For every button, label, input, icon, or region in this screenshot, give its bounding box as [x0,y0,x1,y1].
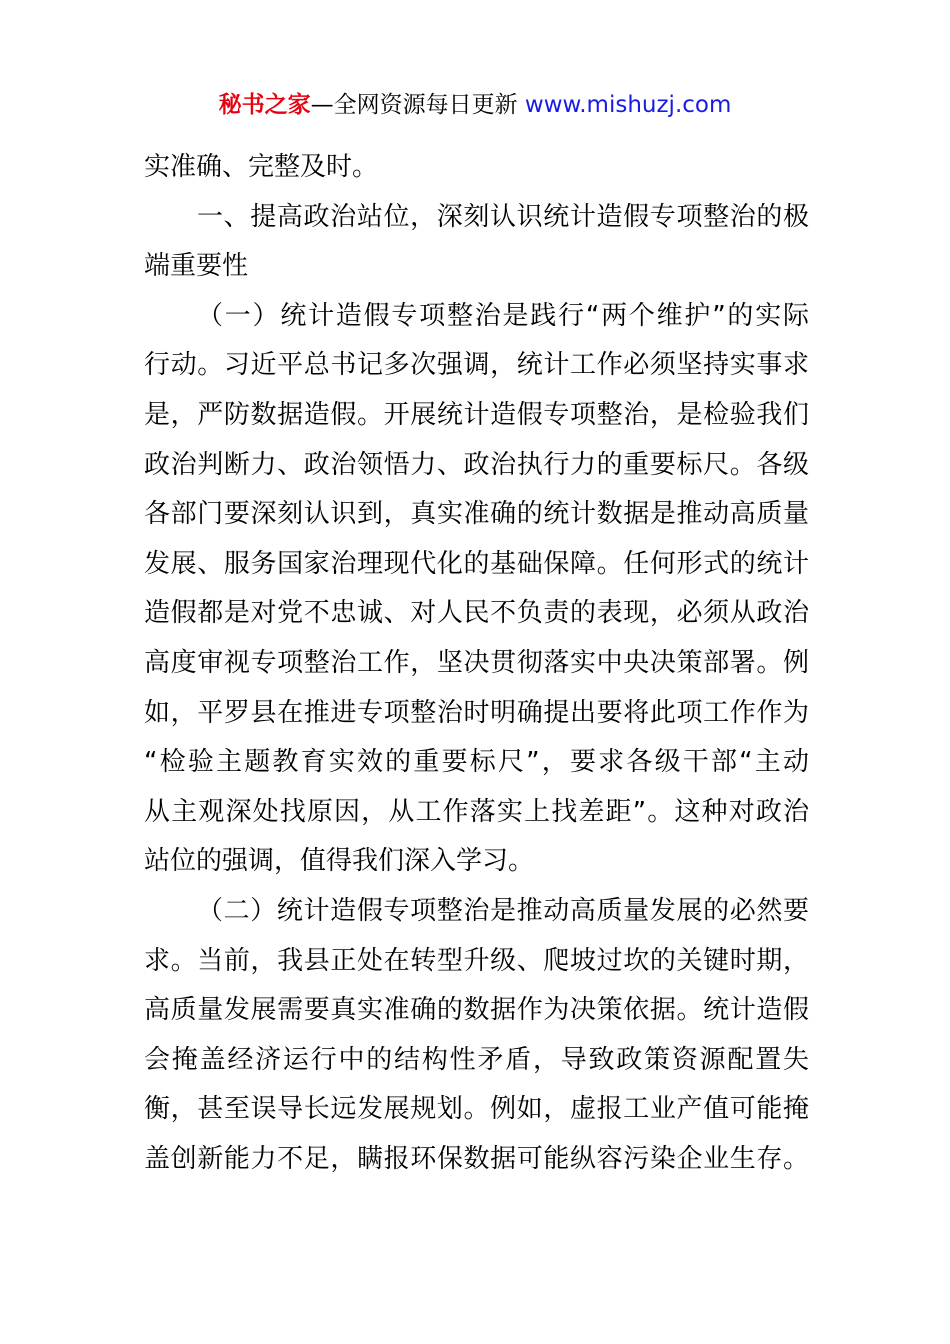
document-body [144,143,809,1184]
paragraph-line: 盖创新能力不足，瞒报环保数据可能纵容污染企业生存。 [144,1143,809,1174]
paragraph-line: 求。当前，我县正处在转型升级、爬坡过坎的关键时期， [144,945,809,976]
paragraph-line: （一）统计造假专项整治是践行“两个维护”的实际 [197,300,809,331]
paragraph-line: 衡，甚至误导长远发展规划。例如，虚报工业产值可能掩 [144,1094,809,1125]
paragraph-line: 政治判断力、政治领悟力、政治执行力的重要标尺。各级 [144,449,809,480]
paragraph-line: 会掩盖经济运行中的结构性矛盾，导致政策资源配置失 [144,1044,809,1075]
section-heading-line: 端重要性 [144,251,249,282]
paragraph-line: 行动。习近平总书记多次强调，统计工作必须坚持实事求 [144,350,809,381]
site-brand: 秘书之家 [218,92,311,118]
paragraph-line: 高质量发展需要真实准确的数据作为决策依据。统计造假 [144,995,809,1026]
paragraph-line: 实准确、完整及时。 [144,152,379,182]
paragraph-line: “检验主题教育实效的重要标尺”，要求各级干部“主动 [144,747,809,778]
paragraph-line: 高度审视专项整治工作，坚决贯彻落实中央决策部署。例 [144,647,809,678]
site-tagline: —全网资源每日更新 [310,92,525,118]
section-heading-line: 一、提高政治站位，深刻认识统计造假专项整治的极 [197,201,809,232]
paragraph-line: 发展、服务国家治理现代化的基础保障。任何形式的统计 [144,548,809,579]
paragraph-line: 从主观深处找原因，从工作落实上找差距”。这种对政治 [144,796,809,827]
paragraph-line: 如，平罗县在推进专项整治时明确提出要将此项工作作为 [144,697,809,728]
site-url-link[interactable]: www.mishuzj.com [524,92,732,118]
paragraph-line: 造假都是对党不忠诚、对人民不负责的表现，必须从政治 [144,598,809,629]
paragraph-line: 站位的强调，值得我们深入学习。 [144,846,535,877]
paragraph-line: 是，严防数据造假。开展统计造假专项整治，是检验我们 [144,399,809,430]
paragraph-line: （二）统计造假专项整治是推动高质量发展的必然要 [197,895,809,926]
paragraph-line: 各部门要深刻认识到，真实准确的统计数据是推动高质量 [144,499,809,530]
site-header [0,88,950,122]
